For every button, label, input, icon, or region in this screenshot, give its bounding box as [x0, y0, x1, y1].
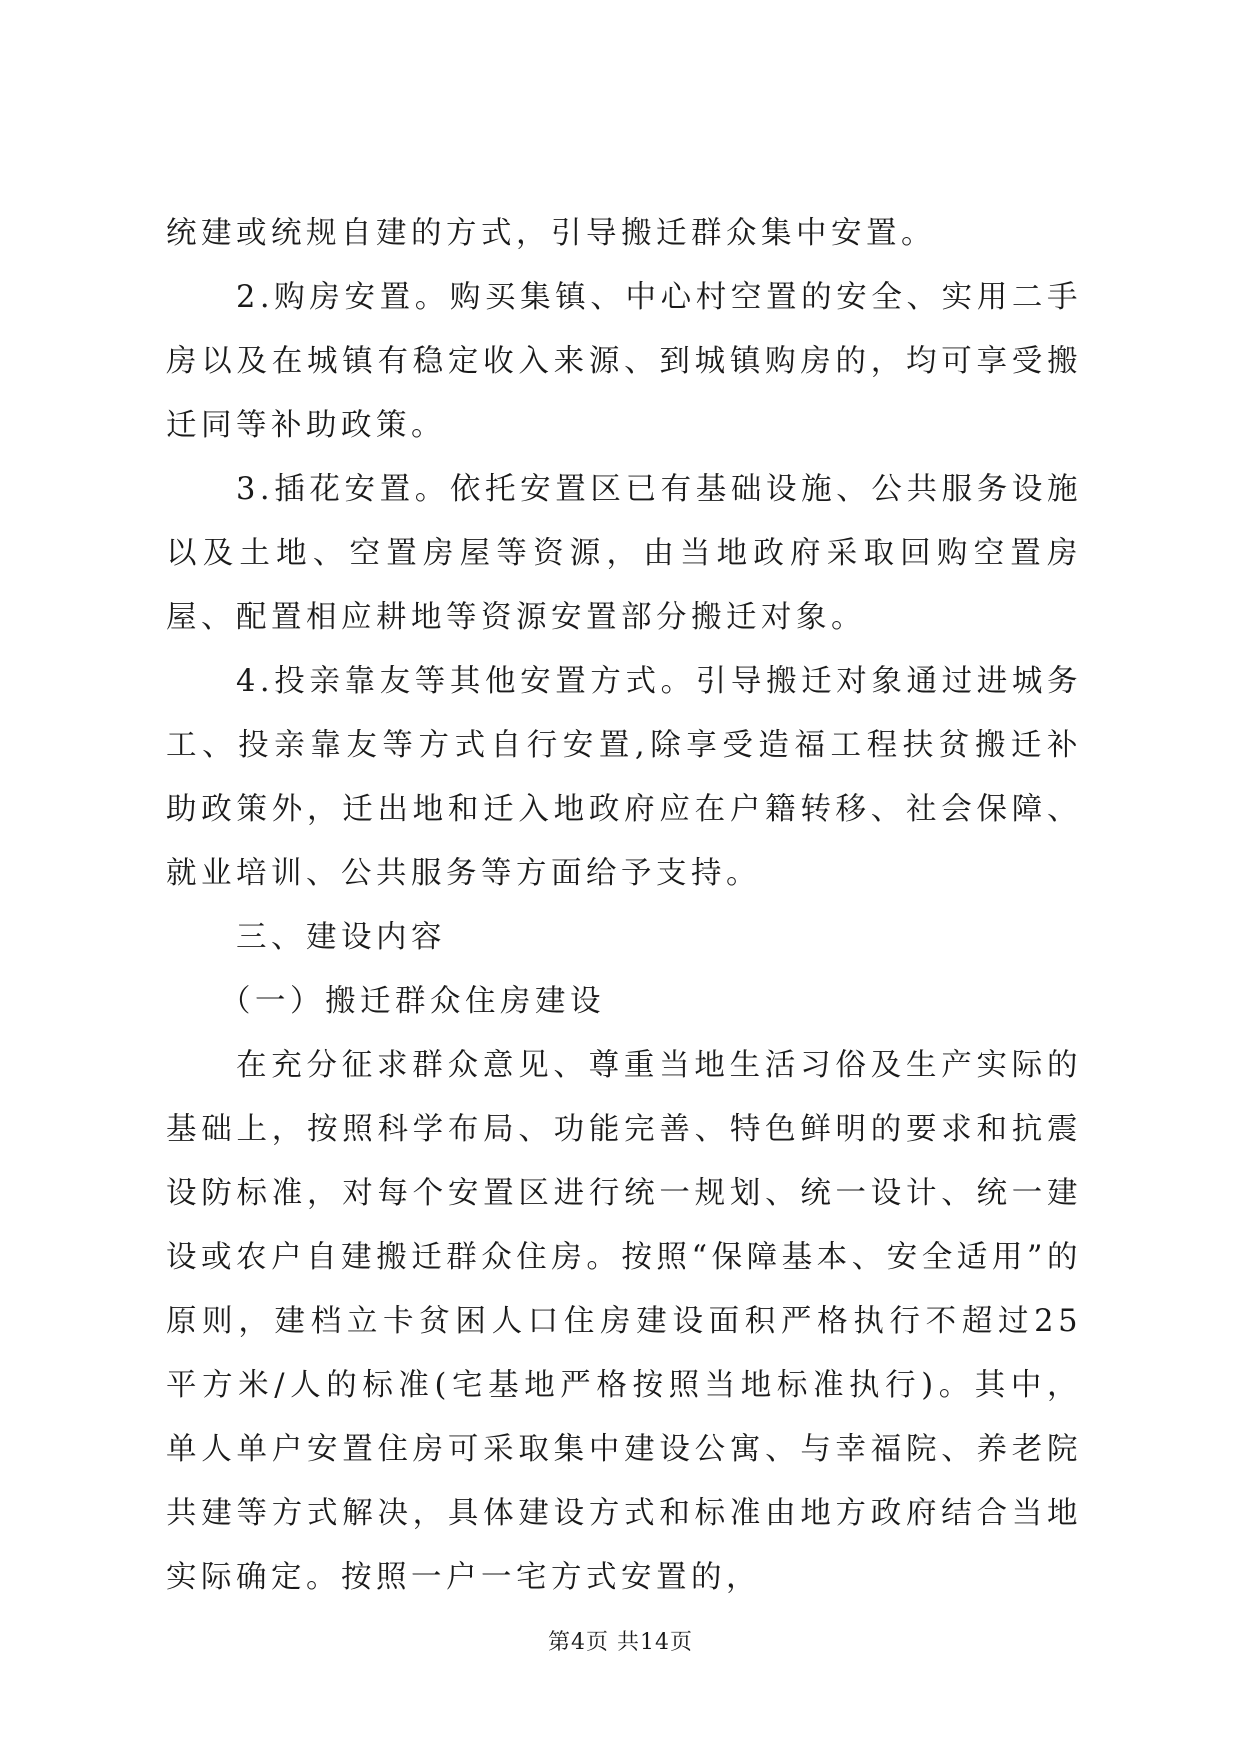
- page-footer: [0, 1625, 1241, 1656]
- paragraph-scattered-placement: 3.插花安置。依托安置区已有基础设施、公共服务设施以及土地、空置房屋等资源，由当地政府采取回购空置房屋、配置相应耕地等资源安置部分搬迁对象。: [166, 472, 1082, 635]
- paragraph-continuation: 统建或统规自建的方式，引导搬迁群众集中安置。: [166, 216, 936, 251]
- paragraph-housing-construction: 在充分征求群众意见、尊重当地生活习俗及生产实际的基础上，按照科学布局、功能完善、特色鲜明的要求和抗震设防标准，对每个安置区进行统一规划、统一设计、统一建设或农户自建搬迁群众住房。按照“保障基本、安全适用”的原则，建档立卡贫困人口住房建设面积严格执行不超过25平方米/人的标准(宅基地严格按照当地标准执行)。其中，单人单户安置住房可采取集中建设公寓、与幸福院、养老院共建等方式解决，具体建设方式和标准由地方政府结合当地实际确定。按照一户一宅方式安置的，: [166, 1048, 1082, 1595]
- document-body: [166, 202, 1082, 1610]
- section-heading: 三、建设内容: [236, 920, 446, 955]
- page-number-label: 第4页 共14页: [548, 1630, 693, 1655]
- paragraph-relatives-placement: 4.投亲靠友等其他安置方式。引导搬迁对象通过进城务工、投亲靠友等方式自行安置,除享受造福工程扶贫搬迁补助政策外，迁出地和迁入地政府应在户籍转移、社会保障、就业培训、公共服务等方面给予支持。: [166, 664, 1082, 891]
- paragraph-housing-purchase: 2.购房安置。购买集镇、中心村空置的安全、实用二手房以及在城镇有稳定收入来源、到城镇购房的，均可享受搬迁同等补助政策。: [166, 280, 1082, 443]
- subsection-heading: （一）搬迁群众住房建设: [220, 984, 605, 1019]
